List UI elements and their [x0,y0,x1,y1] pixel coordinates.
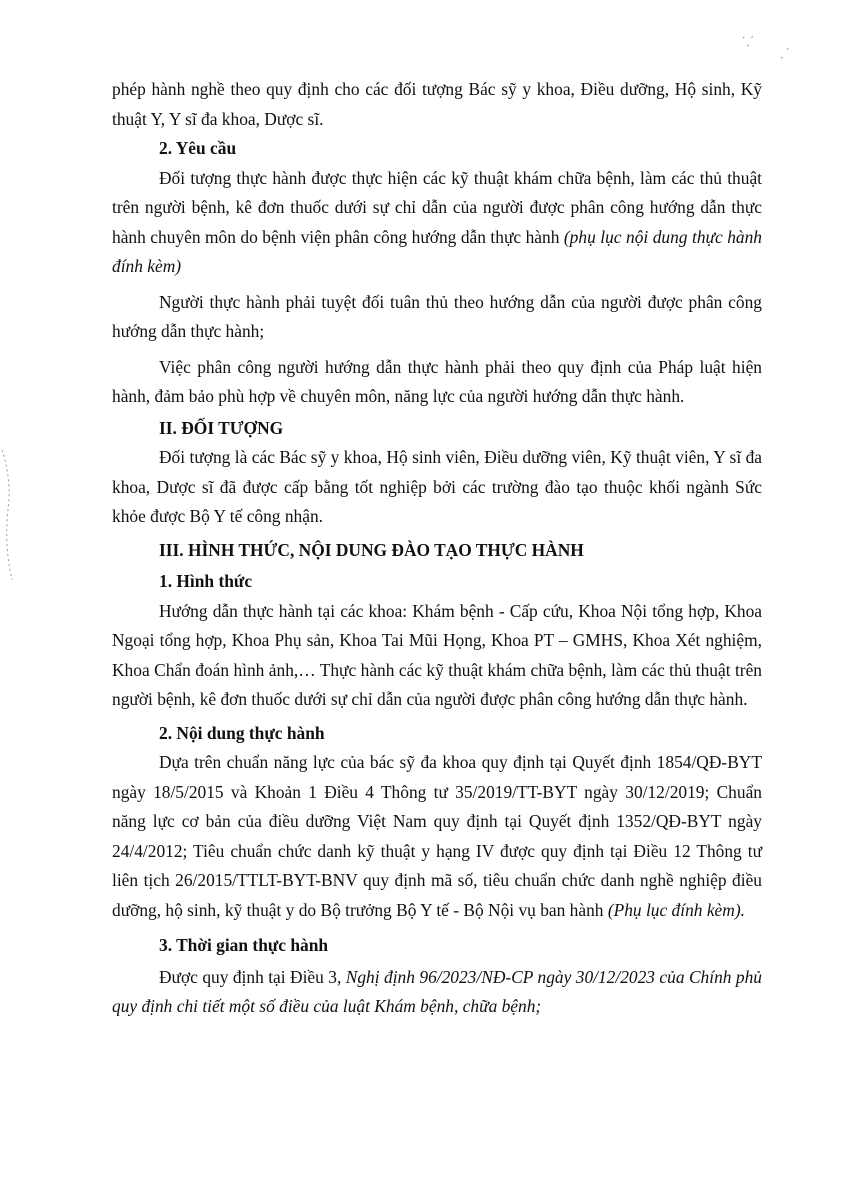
paragraph-thoi-gian [112,963,762,1022]
section-heading-doi-tuong: II. ĐỐI TƯỢNG [159,417,284,438]
paragraph-noi-dung [112,748,762,925]
decree-reference: Nghị định 96/2023/NĐ-CP ngày 30/12/2023 của Chính phủ quy định chi tiết một số điều của luật Khám bệnh, chữa bệnh; [112,966,762,1016]
paragraph-yeu-cau-2: Người thực hành phải tuyệt đối tuân thủ theo hướng dẫn của người được phân công hướng dẫn thực hành; [112,291,762,341]
appendix-note: (phụ lục nội dung thực hành đính kèm) [112,226,762,276]
paragraph-text: Dựa trên chuẩn năng lực của bác sỹ đa khoa quy định tại Quyết định 1854/QĐ-BYT ngày 18/5/2015 và Khoản 1 Điều 4 Thông tư 35/2019/TT-BYT ngày 30/12/2019; Chuẩn năng lực cơ bản của điều dưỡng Việt Nam quy định tại Quyết định 1352/QĐ-BYT ngày 24/4/2012; Tiêu chuẩn chức danh kỹ thuật y hạng IV được quy định tại Điều 12 Thông tư liên tịch 26/2015/TTLT-BYT-BNV quy định mã số, tiêu chuẩn chức danh nghề nghiệp điều dưỡng, hộ sinh, kỹ thuật y do Bộ trưởng Bộ Y tế - Bộ Nội vụ ban hành [112,752,762,920]
appendix-note: (Phụ lục đính kèm). [607,899,745,920]
scan-speck: ˏ ˊ [780,48,790,59]
section-heading-yeu-cau: 2. Yêu cầu [159,138,237,158]
paragraph-yeu-cau-3: Việc phân công người hướng dẫn thực hành phải theo quy định của Pháp luật hiện hành, đảm bảo phù hợp về chuyên môn, năng lực của người hướng dẫn thực hành. [112,356,762,406]
paragraph-yeu-cau-1 [112,164,762,282]
body-text [112,75,762,1022]
paragraph-text: Đối tượng thực hành được thực hiện các kỹ thuật khám chữa bệnh, làm các thủ thuật trên người bệnh, kê đơn thuốc dưới sự chỉ dẫn của người được phân công hướng dẫn thực hành chuyên môn do bệnh viện phân công hướng dẫn thực hành [112,167,762,247]
scan-speck: ˙ ̦ ˊ [742,36,754,47]
paragraph-hinh-thuc: Hướng dẫn thực hành tại các khoa: Khám bệnh - Cấp cứu, Khoa Nội tổng hợp, Khoa Ngoại tổng hợp, Khoa Phụ sản, Khoa Tai Mũi Họng, Khoa PT – GMHS, Khoa Xét nghiệm, Khoa Chẩn đoán hình ảnh,… Thực hành các kỹ thuật khám chữa bệnh, làm các thủ thuật trên người bệnh, kê đơn thuốc dưới sự chỉ dẫn của người được phân công hướng dẫn thực hành. [112,600,762,709]
continuation-paragraph: phép hành nghề theo quy định cho các đối tượng Bác sỹ y khoa, Điều dưỡng, Hộ sinh, Kỹ thuật Y, Y sĩ đa khoa, Dược sĩ. [112,79,762,129]
paragraph-doi-tuong: Đối tượng là các Bác sỹ y khoa, Hộ sinh viên, Điều dưỡng viên, Kỹ thuật viên, Y sĩ đa khoa, Dược sĩ đã được cấp bằng tốt nghiệp bởi các trường đào tạo thuộc khối ngành Sức khỏe được Bộ Y tế công nhận. [112,447,762,526]
subsection-heading-noi-dung: 2. Nội dung thực hành [159,722,325,743]
subsection-heading-thoi-gian: 3. Thời gian thực hành [159,935,329,955]
section-heading-hinh-thuc-noi-dung: III. HÌNH THỨC, NỘI DUNG ĐÀO TẠO THỰC HÀNH [159,539,584,560]
paragraph-text: Được quy định tại Điều 3, [159,966,346,987]
subsection-heading-hinh-thuc: 1. Hình thức [159,571,253,591]
stamp-edge-mark [0,450,14,580]
